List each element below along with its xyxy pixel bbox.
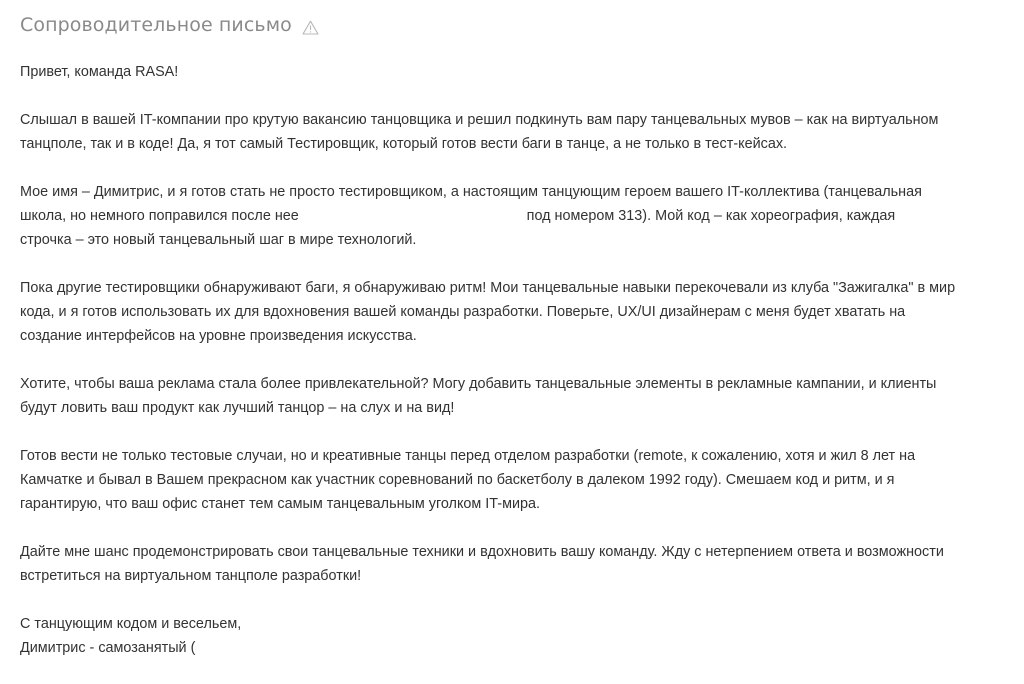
letter-paragraph-1: Слышал в вашей IT-компании про крутую вакансию танцовщика и решил подкинуть вам пару танцевальных мувов – как на виртуальном танцполе, так и в коде! Да, я тот самый Тестировщик, который готов вести баги в танце, а не только в тест-кейсах. [20,112,939,152]
letter-paragraph-4: Хотите, чтобы ваша реклама стала более привлекательной? Могу добавить танцевальные элементы в рекламные кампании, и клиенты будут ловить ваш продукт как лучший танцор – на слух и на вид! [20,376,937,416]
letter-closing: С танцующим кодом и весельем, [20,616,242,632]
letter-greeting: Привет, команда RASA! [20,64,179,80]
letter-signature: Димитрис - самозанятый ( [20,640,196,656]
page-title: Сопроводительное письмо [20,14,292,36]
letter-paragraph-2: Мое имя – Димитрис, и я готов стать не просто тестировщиком, а настоящим танцующим героем вашего IT-коллектива (танцевальная школа, но немного поправился после нее под номером 313). Мой код – как хореография, каждая строчка – это новый танцевальный шаг в мире технологий. [20,184,922,248]
cover-letter-body [20,60,1010,660]
letter-paragraph-3: Пока другие тестировщики обнаруживают баги, я обнаруживаю ритм! Мои танцевальные навыки перекочевали из клуба "Зажигалка" в мир кода, и я готов использовать их для вдохновения вашей команды разработки. Поверьте, UX/UI дизайнерам с меня будет хватать на создание интерфейсов на уровне произведения искусства. [20,280,956,344]
warning-triangle-icon[interactable] [302,20,319,35]
cover-letter-page [20,0,1010,684]
letter-paragraph-6: Дайте мне шанс продемонстрировать свои танцевальные техники и вдохновить вашу команду. Жду с нетерпением ответа и возможности встретиться на виртуальном танцполе разработки! [20,544,944,584]
section-header [20,9,319,41]
letter-paragraph-5: Готов вести не только тестовые случаи, но и креативные танцы перед отделом разработки (remote, к сожалению, хотя и жил 8 лет на Камчатке и бывал в Вашем прекрасном как участник соревнований по баскетболу в далеком 1992 году). Смешаем код и ритм, и я гарантирую, что ваш офис станет тем самым танцевальным уголком IT-мира. [20,448,916,512]
